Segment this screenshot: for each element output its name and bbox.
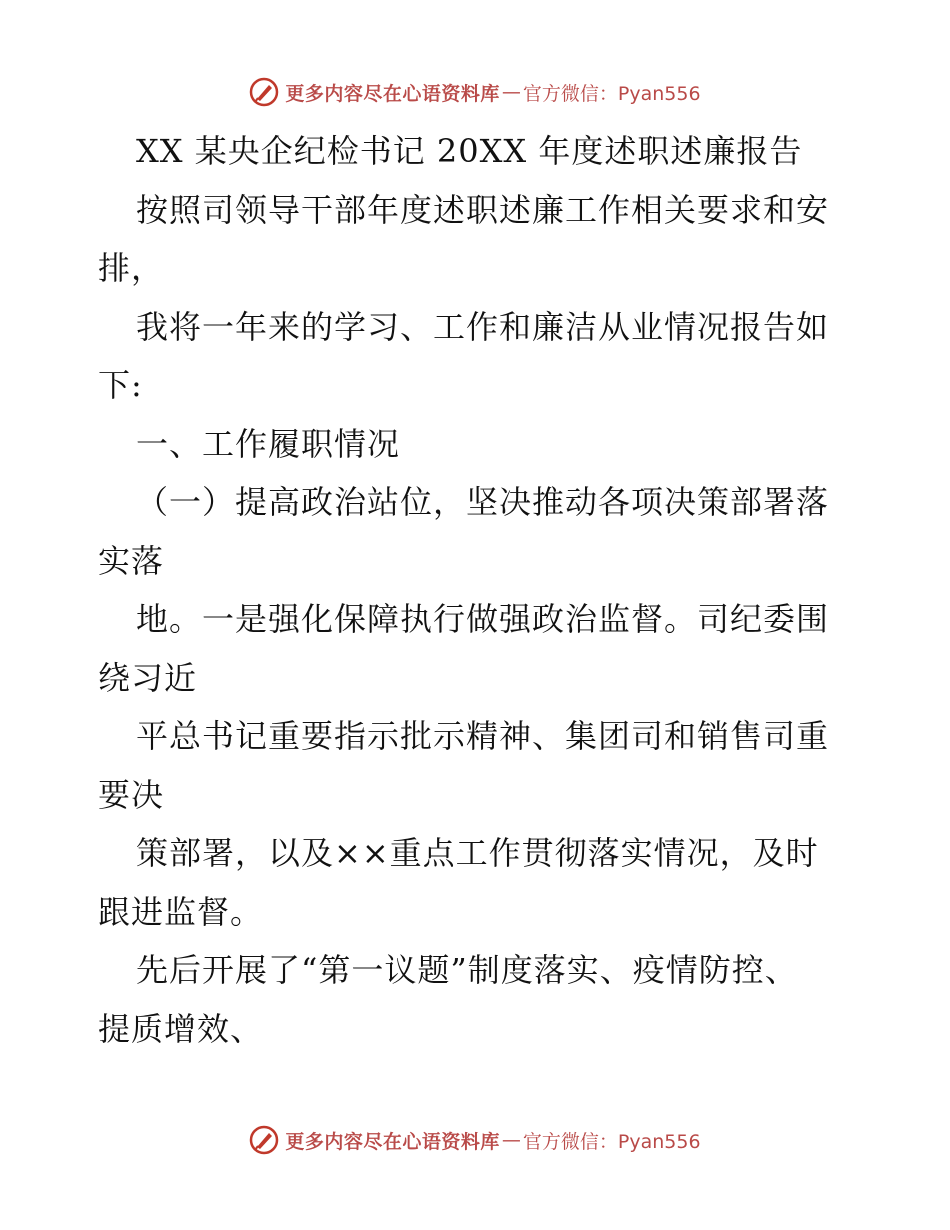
quill-pen-logo-icon [249,77,279,107]
watermark-dash: — [501,1129,521,1151]
document-line: （一）提高政治站位，坚决推动各项决策部署落 [136,483,830,521]
document-line: 按照司领导干部年度述职述廉工作相关要求和安 [136,190,830,229]
document-body [98,122,858,1058]
document-line: 地。一是强化保障执行做强政治监督。司纪委围 [136,600,830,638]
document-paragraphs [98,181,858,1059]
document-line: 实落 [98,541,165,580]
document-line: 一、工作履职情况 [136,424,401,463]
document-line: 平总书记重要指示批示精神、集团司和销售司重 [136,717,830,755]
document-line: 排， [98,249,165,287]
watermark-contact-text: 官方微信：Pyan556 [522,82,701,105]
quill-pen-logo-icon [249,1125,279,1155]
footer-watermark [0,1120,950,1160]
watermark-brand-text: 更多内容尽在心语资料库 [285,82,500,105]
document-line: 先后开展了“第一议题”制度落实、疫情防控、 [136,951,798,989]
watermark-dash: — [501,81,521,103]
document-line: 提质增效、 [98,1009,264,1048]
watermark-contact-text: 官方微信：Pyan556 [522,1130,701,1153]
document-line: 绕习近 [98,658,198,697]
document-line: 策部署，以及××重点工作贯彻落实情况，及时 [136,834,819,872]
document-line: 下: [98,366,143,404]
document-title: XX 某央企纪检书记 20XX 年度述职述廉报告 [136,132,803,170]
document-line: 跟进监督。 [98,892,264,931]
document-line: 我将一年来的学习、工作和廉洁从业情况报告如 [136,307,830,346]
document-line: 要决 [98,775,165,814]
header-watermark [0,72,950,112]
watermark-brand-text: 更多内容尽在心语资料库 [285,1130,500,1153]
